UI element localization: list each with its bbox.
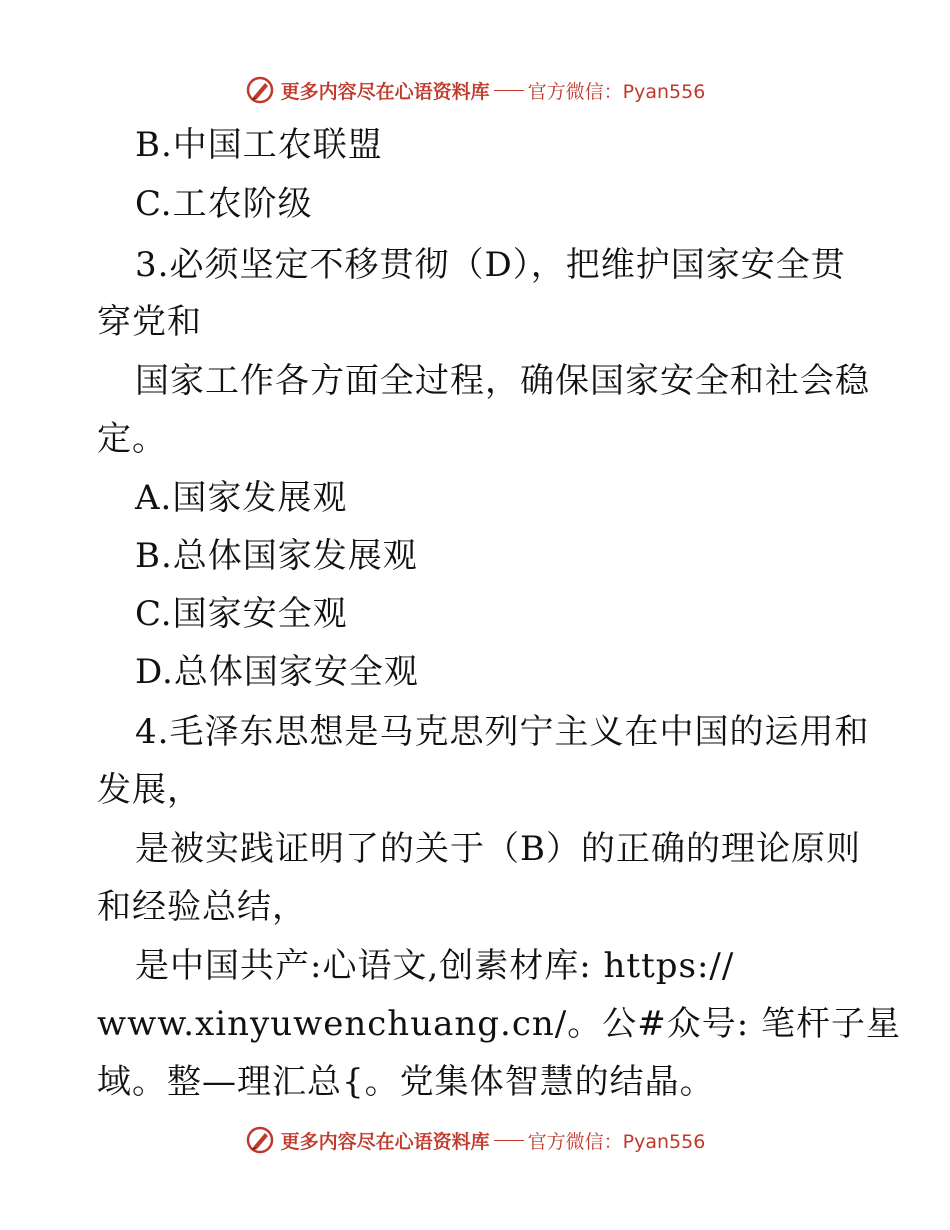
footer-banner-text: 更多内容尽在心语资料库: [280, 1130, 490, 1153]
option-d-line: D.总体国家安全观: [135, 652, 419, 692]
footer-banner-wechat: 官方微信：Pyan556: [527, 1130, 706, 1153]
question-4-line-1: 4.毛泽东思想是马克思列宁主义在中国的运用和: [135, 712, 870, 752]
question-4-line-7: 域。整—理汇总{。党集体智慧的结晶。: [97, 1062, 715, 1102]
question-4-line-6: www.xinyuwenchuang.cn/。公#众号: 笔杆子星: [97, 1004, 901, 1044]
question-3-line-2: 穿党和: [97, 302, 202, 342]
question-4-line-2: 发展，: [97, 770, 202, 810]
question-3-line-3: 国家工作各方面全过程，确保国家安全和社会稳: [135, 361, 870, 401]
question-3-line-1: 3.必须坚定不移贯彻（D），把维护国家安全贯: [135, 245, 846, 285]
header-banner-text: 更多内容尽在心语资料库: [280, 80, 490, 103]
option-b-line-2: B.总体国家发展观: [135, 536, 418, 576]
question-3-line-4: 定。: [97, 419, 167, 459]
header-watermark-banner: [0, 70, 950, 110]
pen-logo-icon: [245, 1125, 275, 1155]
question-4-line-4: 和经验总结，: [97, 887, 307, 927]
question-4-line-3: 是被实践证明了的关于（B）的正确的理论原则: [135, 829, 861, 869]
option-b-line: B.中国工农联盟: [135, 125, 383, 165]
pen-logo-icon: [245, 75, 275, 105]
header-banner-wechat: 官方微信：Pyan556: [527, 80, 706, 103]
question-4-line-5: 是中国共产:心语文,创素材库: https://: [135, 946, 735, 986]
option-a-line: A.国家发展观: [135, 478, 348, 518]
header-banner-separator: [494, 90, 524, 91]
option-c-line-2: C.国家安全观: [135, 594, 348, 634]
footer-watermark-banner: [0, 1120, 950, 1160]
option-c-line: C.工农阶级: [135, 184, 313, 224]
footer-banner-separator: [494, 1140, 524, 1141]
